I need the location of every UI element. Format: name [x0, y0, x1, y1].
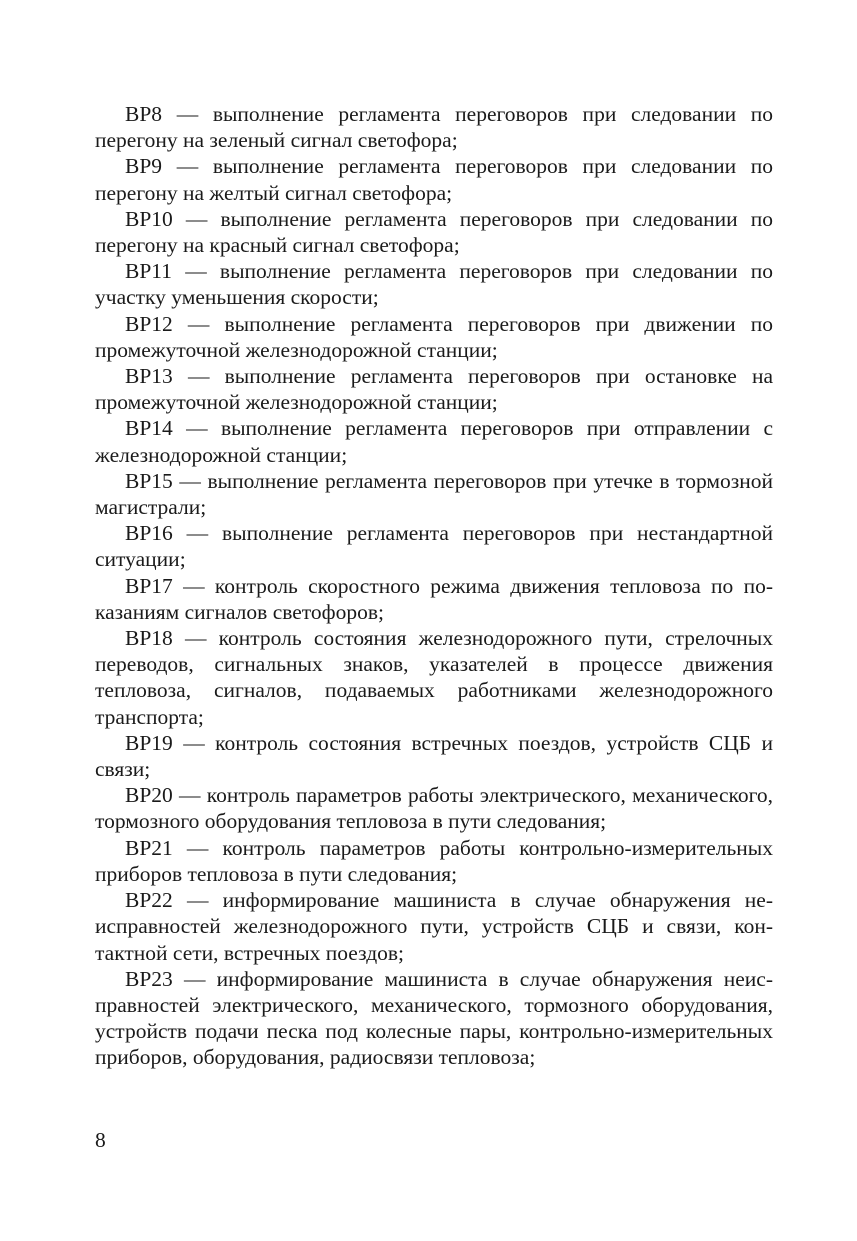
paragraph-vr10 — [95, 206, 773, 258]
item-code: ВР18 — [125, 626, 173, 651]
item-code: ВР8 — [125, 102, 163, 126]
body-text — [95, 101, 773, 1071]
item-text: — контроль скоростного режима движения тепловоза по показаниям сигналов светофоров; — [95, 573, 773, 624]
paragraph-vr14 — [95, 415, 773, 467]
page-number: 8 — [95, 1128, 106, 1152]
paragraph-vr8 — [95, 101, 773, 153]
paragraph-vr15 — [95, 468, 773, 520]
item-code: ВР14 — [125, 416, 173, 441]
paragraph-vr17 — [95, 573, 773, 625]
item-text: — выполнение регламента переговоров при следовании по перегону на зеленый сигнал светофора; — [95, 102, 773, 153]
item-text: — выполнение регламента переговоров при остановке на промежуточной железнодорожной станции; — [95, 364, 773, 415]
item-code: ВР11 — [125, 259, 172, 284]
paragraph-vr19 — [95, 730, 773, 782]
item-text: — выполнение регламента переговоров при следовании по участку уменьшения скорости; — [95, 259, 773, 310]
paragraph-vr16 — [95, 520, 773, 572]
paragraph-vr23 — [95, 966, 773, 1071]
item-text: — выполнение регламента переговоров при движении по промежуточной железнодорожной станции; — [95, 311, 773, 362]
item-code: ВР21 — [125, 835, 173, 860]
item-text: — выполнение регламента переговоров при нестандартной ситуации; — [95, 521, 773, 572]
item-code: ВР19 — [125, 730, 173, 755]
item-code: ВР23 — [125, 966, 173, 991]
item-text: — контроль параметров работы контрольно-измерительных приборов тепловоза в пути следования; — [95, 835, 773, 886]
item-code: ВР12 — [125, 311, 173, 336]
item-text: — контроль состояния железнодорожного пути, стрелочных переводов, сигнальных знаков, указателей в процессе движения тепловоза, сигналов, подаваемых работниками железнодорожного транспорта; — [95, 626, 773, 729]
item-text: — выполнение регламента переговоров при утечке в тормозной магистрали; — [95, 468, 773, 520]
item-text: — выполнение регламента переговоров при отправлении с железнодорожной станции; — [95, 416, 773, 467]
paragraph-vr22 — [95, 887, 773, 966]
item-code: ВР17 — [125, 573, 173, 598]
paragraph-vr18 — [95, 625, 773, 730]
item-code: ВР10 — [125, 206, 173, 231]
item-text: — контроль состояния встречных поездов, устройств СЦБ и связи; — [95, 730, 773, 782]
item-code: ВР16 — [125, 521, 173, 546]
item-code: ВР13 — [125, 364, 173, 389]
item-text: — выполнение регламента переговоров при следовании по перегону на красный сигнал светофора; — [95, 206, 773, 258]
item-text: — информирование машиниста в случае обнаружения неисправностей железнодорожного пути, устройств СЦБ и связи, контактной сети, встречных поездов; — [95, 888, 773, 965]
item-text: — контроль параметров работы электрического, механического, тормозного оборудования тепловоза в пути следования; — [95, 783, 773, 834]
paragraph-vr13 — [95, 363, 773, 415]
paragraph-vr21 — [95, 835, 773, 887]
paragraph-vr9 — [95, 153, 773, 205]
item-code: ВР9 — [125, 154, 163, 179]
item-text: — выполнение регламента переговоров при следовании по перегону на желтый сигнал светофора; — [95, 154, 773, 205]
item-code: ВР22 — [125, 888, 173, 913]
paragraph-vr11 — [95, 258, 773, 310]
paragraph-vr12 — [95, 311, 773, 363]
item-code: ВР20 — [125, 783, 173, 808]
paragraph-vr20 — [95, 782, 773, 834]
item-text: — информирование машиниста в случае обнаружения неисправностей электрического, механического, тормозного оборудования, устройств подачи песка под колесные пары, контрольно-измерительных приборов, оборудования, радиосвязи тепловоза; — [95, 966, 773, 1070]
item-code: ВР15 — [125, 468, 173, 493]
